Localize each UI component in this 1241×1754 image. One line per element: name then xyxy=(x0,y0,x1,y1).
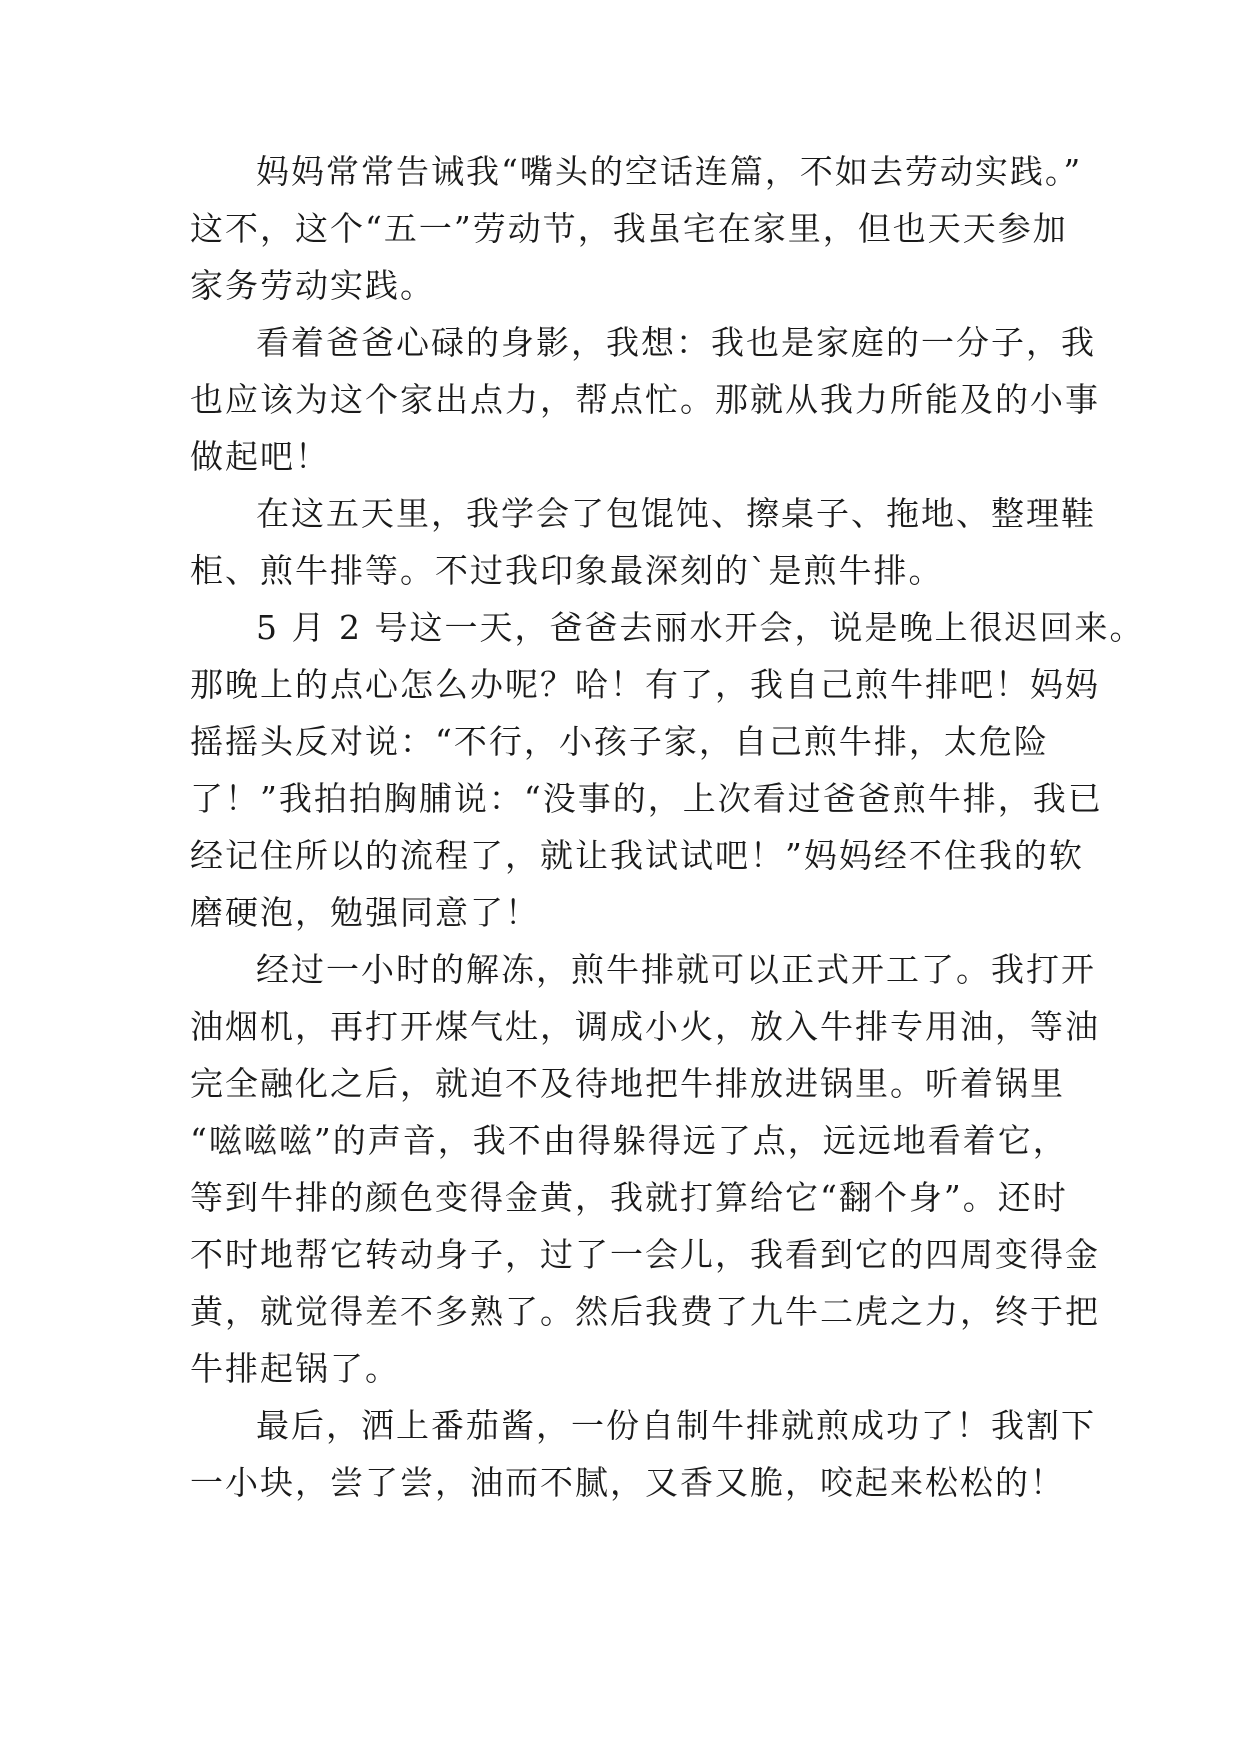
paragraph-4-line-5: 经记住所以的流程了，就让我试试吧！”妈妈经不住我的软 xyxy=(190,836,1084,875)
paragraph-5-line-3: 完全融化之后，就迫不及待地把牛排放进锅里。听着锅里 xyxy=(190,1064,1065,1103)
paragraph-2-line-2: 也应该为这个家出点力，帮点忙。那就从我力所能及的小事 xyxy=(190,380,1100,419)
paragraph-5-line-1: 经过一小时的解冻，煎牛排就可以正式开工了。我打开 xyxy=(256,950,1096,989)
paragraph-2-line-3: 做起吧！ xyxy=(190,437,330,476)
paragraph-5-line-6: 不时地帮它转动身子，过了一会儿，我看到它的四周变得金 xyxy=(190,1235,1100,1274)
paragraph-4-line-2: 那晚上的点心怎么办呢？哈！有了，我自己煎牛排吧！妈妈 xyxy=(190,665,1100,704)
paragraph-4-line-6: 磨硬泡，勉强同意了！ xyxy=(190,893,540,932)
paragraph-1-line-1: 妈妈常常告诫我“嘴头的空话连篇，不如去劳动实践。” xyxy=(256,152,1083,191)
paragraph-5-line-5: 等到牛排的颜色变得金黄，我就打算给它“翻个身”。还时 xyxy=(190,1178,1068,1217)
paragraph-5-line-8: 牛排起锅了。 xyxy=(190,1349,400,1388)
paragraph-4-line-1: 5 月 2 号这一天，爸爸去丽水开会，说是晚上很迟回来。 xyxy=(256,608,1145,647)
paragraph-1-line-3: 家务劳动实践。 xyxy=(190,266,435,305)
paragraph-4-line-4: 了！”我拍拍胸脯说：“没事的，上次看过爸爸煎牛排，我已 xyxy=(190,779,1103,818)
paragraph-6-line-2: 一小块，尝了尝，油而不腻，又香又脆，咬起来松松的！ xyxy=(190,1463,1065,1502)
paragraph-5-line-7: 黄，就觉得差不多熟了。然后我费了九牛二虎之力，终于把 xyxy=(190,1292,1100,1331)
paragraph-1-line-2: 这不，这个“五一”劳动节，我虽宅在家里，但也天天参加 xyxy=(190,209,1068,248)
paragraph-3-line-1: 在这五天里，我学会了包馄饨、擦桌子、拖地、整理鞋 xyxy=(256,494,1096,533)
paragraph-5-line-2: 油烟机，再打开煤气灶，调成小火，放入牛排专用油，等油 xyxy=(190,1007,1100,1046)
paragraph-5-line-4: “嗞嗞嗞”的声音，我不由得躲得远了点，远远地看着它， xyxy=(190,1121,1068,1160)
paragraph-4-line-3: 摇摇头反对说：“不行，小孩子家，自己煎牛排，太危险 xyxy=(190,722,1049,761)
paragraph-2-line-1: 看着爸爸心碌的身影，我想：我也是家庭的一分子，我 xyxy=(256,323,1096,362)
paragraph-6-line-1: 最后，洒上番茄酱，一份自制牛排就煎成功了！我割下 xyxy=(256,1406,1096,1445)
paragraph-3-line-2: 柜、煎牛排等。不过我印象最深刻的`是煎牛排。 xyxy=(190,551,944,590)
